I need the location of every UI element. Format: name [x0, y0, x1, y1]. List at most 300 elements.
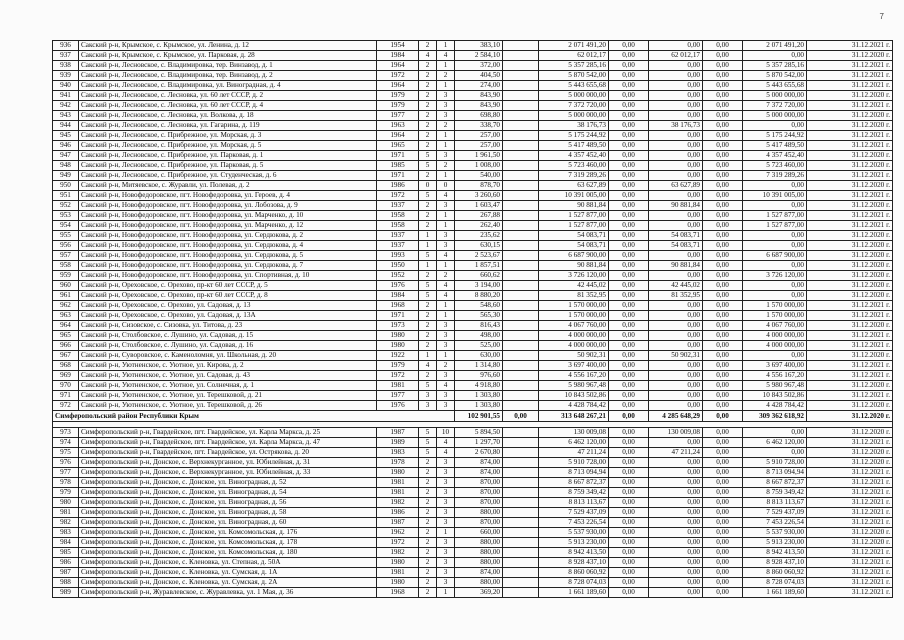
cell-deadline: 31.12.2020 г. [807, 161, 893, 171]
cell-year: 1986 [377, 508, 419, 518]
cell-col7 [503, 151, 539, 161]
cell-address: Симферопольский р-н, Донское, с. Верхнекурганное, ул. Юбилейная, д. 33 [79, 468, 377, 478]
table-row [53, 448, 893, 458]
cell-year: 1984 [377, 51, 419, 61]
cell-floors: 5 [419, 251, 437, 261]
table-row [53, 488, 893, 498]
cell-col7 [503, 401, 539, 411]
cell-fund-4: 5 357 285,16 [743, 61, 807, 71]
cell-fund-1: 0,00 [609, 448, 649, 458]
cell-total-cost: 8 667 872,37 [539, 478, 609, 488]
cell-fund-4: 5 537 930,00 [743, 528, 807, 538]
cell-total-cost: 1 527 877,00 [539, 211, 609, 221]
cell-fund-3: 0,00 [703, 261, 743, 271]
cell-deadline: 31.12.2020 г. [807, 231, 893, 241]
cell-entrances: 3 [437, 558, 455, 568]
cell-area: 8 880,20 [455, 291, 503, 301]
cell-entrances: 0 [437, 181, 455, 191]
cell-entrances: 3 [437, 341, 455, 351]
cell-floors: 2 [419, 211, 437, 221]
cell-entrances: 3 [437, 488, 455, 498]
cell-fund-2: 0,00 [649, 438, 703, 448]
cell-area: 660,62 [455, 271, 503, 281]
cell-area: 525,00 [455, 341, 503, 351]
cell-address: Симферопольский р-н, Донское, с. Донское, ул. Комсомольская, д. 176 [79, 528, 377, 538]
cell-total-cost: 5 913 230,00 [539, 538, 609, 548]
cell-fund-4: 8 860 060,92 [743, 568, 807, 578]
cell-fund-2: 0,00 [649, 71, 703, 81]
cell-fund-1: 0,00 [609, 588, 649, 598]
cell-fund-3: 0,00 [703, 558, 743, 568]
cell-entrances: 4 [437, 281, 455, 291]
cell-address: Сакский р-н, Лесновское, с. Владимировка, ул. Виноградная, д. 4 [79, 81, 377, 91]
cell-col7 [503, 448, 539, 458]
cell-deadline: 31.12.2021 г. [807, 41, 893, 51]
cell-total-cost: 90 881,84 [539, 261, 609, 271]
cell-deadline: 31.12.2020 г. [807, 448, 893, 458]
cell-col7 [503, 371, 539, 381]
cell-fund-3: 0,00 [703, 321, 743, 331]
cell-address: Сакский р-н, Уютненское, с. Уютное, ул. Терешковой, д. 21 [79, 391, 377, 401]
cell-year: 1987 [377, 428, 419, 438]
cell-col7 [503, 528, 539, 538]
cell-row-number: 958 [53, 261, 79, 271]
cell-entrances: 3 [437, 401, 455, 411]
cell-col7 [503, 271, 539, 281]
cell-col7 [503, 588, 539, 598]
cell-floors: 4 [419, 361, 437, 371]
cell-total-cost: 7 453 226,54 [539, 518, 609, 528]
table-row [53, 401, 893, 411]
cell-area: 5 894,50 [455, 428, 503, 438]
cell-year: 1984 [377, 291, 419, 301]
cell-entrances: 1 [437, 221, 455, 231]
cell-address: Сакский р-н, Лесновское, с. Владимировка, тер. Винзавод, д. 2 [79, 71, 377, 81]
cell-fund-2: 0,00 [649, 151, 703, 161]
section-area: 102 901,55 [455, 411, 503, 422]
cell-address: Сакский р-н, Лесновское, с. Прибрежное, ул. Морская, д. 5 [79, 141, 377, 151]
cell-area: 870,00 [455, 518, 503, 528]
cell-fund-1: 0,00 [609, 161, 649, 171]
cell-fund-3: 0,00 [703, 588, 743, 598]
cell-area: 2 584,10 [455, 51, 503, 61]
table-row [53, 558, 893, 568]
cell-col7 [503, 478, 539, 488]
cell-fund-2: 0,00 [649, 161, 703, 171]
cell-fund-1: 0,00 [609, 508, 649, 518]
cell-total-cost: 5 537 930,00 [539, 528, 609, 538]
cell-total-cost: 5 870 542,00 [539, 71, 609, 81]
cell-address: Симферопольский р-н, Донское, с. Кленовка, ул. Степная, д. 50А [79, 558, 377, 568]
cell-fund-3: 0,00 [703, 111, 743, 121]
cell-fund-3: 0,00 [703, 241, 743, 251]
cell-year: 1980 [377, 558, 419, 568]
cell-area: 2 670,80 [455, 448, 503, 458]
cell-area: 338,70 [455, 121, 503, 131]
cell-fund-3: 0,00 [703, 498, 743, 508]
cell-fund-2: 0,00 [649, 371, 703, 381]
cell-col7 [503, 171, 539, 181]
cell-deadline: 31.12.2020 г. [807, 121, 893, 131]
cell-fund-1: 0,00 [609, 261, 649, 271]
cell-deadline: 31.12.2020 г. [807, 251, 893, 261]
cell-fund-2: 0,00 [649, 301, 703, 311]
table-row [53, 371, 893, 381]
cell-fund-1: 0,00 [609, 301, 649, 311]
cell-floors: 2 [419, 498, 437, 508]
cell-col7 [503, 141, 539, 151]
cell-entrances: 3 [437, 151, 455, 161]
cell-fund-4: 3 726 120,00 [743, 271, 807, 281]
cell-floors: 2 [419, 578, 437, 588]
cell-fund-4: 0,00 [743, 448, 807, 458]
cell-fund-3: 0,00 [703, 271, 743, 281]
cell-deadline: 31.12.2021 г. [807, 311, 893, 321]
cell-fund-4: 0,00 [743, 51, 807, 61]
cell-address: Симферопольский р-н, Гвардейское, пгт. Гвардейское, ул. Карла Маркса, д. 47 [79, 438, 377, 448]
cell-fund-1: 0,00 [609, 488, 649, 498]
table-row [53, 161, 893, 171]
cell-fund-4: 0,00 [743, 261, 807, 271]
cell-row-number: 967 [53, 351, 79, 361]
cell-col7 [503, 301, 539, 311]
cell-fund-2: 0,00 [649, 171, 703, 181]
cell-address: Сакский р-н, Новофедоровское, пгт. Новофедоровка, ул. Сердюкова, д. 7 [79, 261, 377, 271]
section-date: 31.12.2020 г. [807, 411, 893, 422]
cell-address: Симферопольский р-н, Журавлевское, с. Журавлевка, ул. 1 Мая, д. 36 [79, 588, 377, 598]
cell-fund-4: 1 570 000,00 [743, 301, 807, 311]
cell-deadline: 31.12.2021 г. [807, 341, 893, 351]
cell-total-cost: 4 357 452,40 [539, 151, 609, 161]
cell-total-cost: 5 417 489,50 [539, 141, 609, 151]
cell-fund-1: 0,00 [609, 41, 649, 51]
cell-total-cost: 5 723 460,00 [539, 161, 609, 171]
cell-fund-1: 0,00 [609, 171, 649, 181]
cell-fund-3: 0,00 [703, 181, 743, 191]
cell-area: 369,20 [455, 588, 503, 598]
cell-deadline: 31.12.2021 г. [807, 558, 893, 568]
cell-year: 1986 [377, 181, 419, 191]
cell-year: 1971 [377, 311, 419, 321]
cell-fund-2: 0,00 [649, 498, 703, 508]
cell-fund-2: 0,00 [649, 111, 703, 121]
cell-address: Сакский р-н, Лесновское, с. Лесновка, ул. Гагарина, д. 119 [79, 121, 377, 131]
cell-fund-3: 0,00 [703, 211, 743, 221]
cell-col7 [503, 458, 539, 468]
cell-area: 660,00 [455, 528, 503, 538]
cell-fund-4: 0,00 [743, 281, 807, 291]
cell-area: 870,00 [455, 478, 503, 488]
cell-total-cost: 1 661 189,60 [539, 588, 609, 598]
cell-area: 1 314,80 [455, 361, 503, 371]
cell-row-number: 966 [53, 341, 79, 351]
cell-area: 2 523,67 [455, 251, 503, 261]
cell-fund-3: 0,00 [703, 331, 743, 341]
cell-total-cost: 54 083,71 [539, 241, 609, 251]
cell-fund-4: 6 687 900,00 [743, 251, 807, 261]
cell-year: 1952 [377, 271, 419, 281]
cell-fund-3: 0,00 [703, 438, 743, 448]
table-row [53, 191, 893, 201]
cell-address: Сакский р-н, Лесновское, с. Прибрежное, ул. Морская, д. 3 [79, 131, 377, 141]
cell-total-cost: 62 012,17 [539, 51, 609, 61]
cell-area: 880,00 [455, 548, 503, 558]
cell-floors: 2 [419, 301, 437, 311]
cell-total-cost: 7 372 720,00 [539, 101, 609, 111]
cell-fund-2: 0,00 [649, 568, 703, 578]
cell-fund-1: 0,00 [609, 321, 649, 331]
cell-fund-1: 0,00 [609, 281, 649, 291]
cell-fund-1: 0,00 [609, 191, 649, 201]
cell-year: 1954 [377, 41, 419, 51]
cell-entrances: 3 [437, 478, 455, 488]
cell-fund-1: 0,00 [609, 141, 649, 151]
cell-col7 [503, 221, 539, 231]
cell-area: 816,43 [455, 321, 503, 331]
cell-entrances: 3 [437, 578, 455, 588]
cell-row-number: 985 [53, 548, 79, 558]
cell-entrances: 2 [437, 71, 455, 81]
cell-year: 1981 [377, 568, 419, 578]
cell-col7 [503, 241, 539, 251]
cell-fund-3: 0,00 [703, 141, 743, 151]
table-row [53, 321, 893, 331]
cell-entrances: 1 [437, 261, 455, 271]
cell-fund-2: 50 902,31 [649, 351, 703, 361]
cell-fund-3: 0,00 [703, 401, 743, 411]
cell-total-cost: 4 428 784,42 [539, 401, 609, 411]
cell-year: 1937 [377, 231, 419, 241]
cell-entrances: 2 [437, 121, 455, 131]
cell-year: 1968 [377, 301, 419, 311]
property-register-table [52, 40, 893, 598]
cell-row-number: 959 [53, 271, 79, 281]
cell-fund-3: 0,00 [703, 488, 743, 498]
cell-address: Сакский р-н, Новофедоровское, пгт. Новофедоровка, ул. Сердюкова, д. 5 [79, 251, 377, 261]
cell-fund-1: 0,00 [609, 71, 649, 81]
cell-fund-1: 0,00 [609, 401, 649, 411]
cell-fund-2: 0,00 [649, 331, 703, 341]
cell-year: 1950 [377, 261, 419, 271]
cell-address: Сакский р-н, Новофедоровское, пгт. Новофедоровка, ул. Марченко, д. 12 [79, 221, 377, 231]
cell-fund-4: 5 000 000,00 [743, 111, 807, 121]
cell-address: Сакский р-н, Ореховское, с. Орехово, ул. Садовая, д. 13 [79, 301, 377, 311]
cell-year: 1976 [377, 281, 419, 291]
cell-col7 [503, 61, 539, 71]
cell-fund-1: 0,00 [609, 61, 649, 71]
cell-fund-2: 0,00 [649, 251, 703, 261]
cell-fund-1: 0,00 [609, 538, 649, 548]
cell-row-number: 953 [53, 211, 79, 221]
cell-area: 498,00 [455, 331, 503, 341]
cell-total-cost: 7 529 437,09 [539, 508, 609, 518]
cell-year: 1972 [377, 191, 419, 201]
cell-entrances: 3 [437, 101, 455, 111]
cell-entrances: 1 [437, 141, 455, 151]
cell-deadline: 31.12.2021 г. [807, 211, 893, 221]
cell-entrances: 1 [437, 588, 455, 598]
cell-col7 [503, 101, 539, 111]
cell-col7 [503, 291, 539, 301]
cell-entrances: 4 [437, 438, 455, 448]
cell-floors: 4 [419, 51, 437, 61]
table-row [53, 498, 893, 508]
cell-fund-4: 8 713 094,94 [743, 468, 807, 478]
cell-fund-1: 0,00 [609, 391, 649, 401]
cell-floors: 2 [419, 548, 437, 558]
cell-address: Симферопольский р-н, Гвардейское, пгт. Гвардейское, ул. Карла Маркса, д. 25 [79, 428, 377, 438]
cell-total-cost: 8 942 413,50 [539, 548, 609, 558]
cell-fund-4: 8 667 872,37 [743, 478, 807, 488]
cell-fund-3: 0,00 [703, 371, 743, 381]
cell-year: 1958 [377, 221, 419, 231]
cell-fund-1: 0,00 [609, 371, 649, 381]
cell-row-number: 955 [53, 231, 79, 241]
cell-fund-4: 1 570 000,00 [743, 311, 807, 321]
cell-entrances: 3 [437, 231, 455, 241]
cell-address: Сакский р-н, Уютненское, с. Уютное, ул. Терешковой, д. 26 [79, 401, 377, 411]
cell-floors: 2 [419, 371, 437, 381]
cell-fund-3: 0,00 [703, 548, 743, 558]
cell-col7 [503, 508, 539, 518]
cell-row-number: 939 [53, 71, 79, 81]
table-row [53, 71, 893, 81]
cell-fund-1: 0,00 [609, 381, 649, 391]
cell-fund-3: 0,00 [703, 41, 743, 51]
table-row [53, 588, 893, 598]
cell-col7 [503, 91, 539, 101]
cell-deadline: 31.12.2021 г. [807, 578, 893, 588]
cell-fund-1: 0,00 [609, 468, 649, 478]
cell-total-cost: 5 357 285,16 [539, 61, 609, 71]
cell-col7 [503, 281, 539, 291]
cell-fund-3: 0,00 [703, 538, 743, 548]
cell-address: Сакский р-н, Уютненское, с. Уютное, ул. Садовая, д. 43 [79, 371, 377, 381]
cell-total-cost: 5 175 244,92 [539, 131, 609, 141]
cell-area: 548,60 [455, 301, 503, 311]
cell-fund-2: 0,00 [649, 321, 703, 331]
table-row [53, 91, 893, 101]
table-row [53, 428, 893, 438]
cell-fund-2: 0,00 [649, 528, 703, 538]
cell-address: Сакский р-н, Лесновское, с. Прибрежное, ул. Студенческая, д. 6 [79, 171, 377, 181]
cell-fund-4: 4 428 784,42 [743, 401, 807, 411]
cell-fund-4: 1 527 877,00 [743, 221, 807, 231]
cell-total-cost: 4 067 760,00 [539, 321, 609, 331]
table-row [53, 538, 893, 548]
cell-floors: 5 [419, 161, 437, 171]
cell-col7 [503, 51, 539, 61]
cell-row-number: 941 [53, 91, 79, 101]
cell-fund-1: 0,00 [609, 111, 649, 121]
table-row [53, 141, 893, 151]
cell-total-cost: 4 556 167,20 [539, 371, 609, 381]
cell-address: Сакский р-н, Лесновское, с. Владимировка, тер. Винзавод, д. 1 [79, 61, 377, 71]
cell-fund-4: 4 067 760,00 [743, 321, 807, 331]
cell-fund-1: 0,00 [609, 548, 649, 558]
cell-row-number: 978 [53, 478, 79, 488]
cell-row-number: 977 [53, 468, 79, 478]
table-row [53, 261, 893, 271]
cell-fund-1: 0,00 [609, 568, 649, 578]
cell-fund-2: 0,00 [649, 81, 703, 91]
cell-row-number: 979 [53, 488, 79, 498]
table-row [53, 181, 893, 191]
cell-area: 843,90 [455, 101, 503, 111]
cell-floors: 2 [419, 341, 437, 351]
cell-floors: 5 [419, 291, 437, 301]
section-total-row [53, 411, 893, 422]
cell-fund-2: 81 352,95 [649, 291, 703, 301]
cell-address: Сакский р-н, Столбовское, с. Лушино, ул. Садовая, д. 15 [79, 331, 377, 341]
cell-fund-2: 130 009,08 [649, 428, 703, 438]
cell-fund-4: 10 391 005,00 [743, 191, 807, 201]
cell-fund-3: 0,00 [703, 221, 743, 231]
cell-area: 4 918,80 [455, 381, 503, 391]
cell-deadline: 31.12.2021 г. [807, 221, 893, 231]
cell-fund-4: 0,00 [743, 201, 807, 211]
table-row [53, 271, 893, 281]
cell-address: Симферопольский р-н, Донское, с. Верхнекурганное, ул. Юбилейная, д. 31 [79, 458, 377, 468]
cell-year: 1976 [377, 401, 419, 411]
cell-col7 [503, 518, 539, 528]
cell-row-number: 947 [53, 151, 79, 161]
cell-fund-3: 0,00 [703, 171, 743, 181]
cell-total-cost: 42 445,02 [539, 281, 609, 291]
cell-year: 1982 [377, 498, 419, 508]
cell-address: Сакский р-н, Сизовское, с. Сизовка, ул. Титова, д. 23 [79, 321, 377, 331]
cell-fund-4: 5 175 244,92 [743, 131, 807, 141]
cell-fund-4: 4 000 000,00 [743, 341, 807, 351]
cell-fund-2: 0,00 [649, 401, 703, 411]
cell-total-cost: 5 443 655,68 [539, 81, 609, 91]
cell-year: 1937 [377, 201, 419, 211]
cell-fund-3: 0,00 [703, 528, 743, 538]
cell-floors: 3 [419, 391, 437, 401]
cell-fund-3: 0,00 [703, 161, 743, 171]
cell-fund-4: 0,00 [743, 121, 807, 131]
cell-total-cost: 8 860 060,92 [539, 568, 609, 578]
cell-address: Сакский р-н, Лесновское, с. Лесновка, ул. 60 лет СССР, д. 2 [79, 91, 377, 101]
cell-area: 880,00 [455, 538, 503, 548]
cell-floors: 2 [419, 528, 437, 538]
cell-fund-3: 0,00 [703, 121, 743, 131]
cell-year: 1971 [377, 151, 419, 161]
cell-floors: 5 [419, 151, 437, 161]
cell-total-cost: 5 910 728,00 [539, 458, 609, 468]
cell-deadline: 31.12.2020 г. [807, 281, 893, 291]
cell-row-number: 943 [53, 111, 79, 121]
cell-area: 267,88 [455, 211, 503, 221]
cell-fund-4: 5 000 000,00 [743, 91, 807, 101]
cell-row-number: 980 [53, 498, 79, 508]
cell-total-cost: 8 713 094,94 [539, 468, 609, 478]
cell-entrances: 4 [437, 381, 455, 391]
cell-col7 [503, 391, 539, 401]
cell-total-cost: 130 009,08 [539, 428, 609, 438]
cell-year: 1982 [377, 548, 419, 558]
table-row [53, 548, 893, 558]
cell-fund-4: 8 928 437,10 [743, 558, 807, 568]
cell-area: 274,00 [455, 81, 503, 91]
cell-address: Сакский р-н, Крымское, с. Крымское, ул. Ленина, д. 12 [79, 41, 377, 51]
cell-fund-1: 0,00 [609, 51, 649, 61]
table-row [53, 211, 893, 221]
cell-area: 3 260,60 [455, 191, 503, 201]
cell-area: 870,00 [455, 488, 503, 498]
cell-fund-1: 0,00 [609, 211, 649, 221]
cell-address: Сакский р-н, Суворовское, с. Каменоломня, ул. Школьная, д. 20 [79, 351, 377, 361]
